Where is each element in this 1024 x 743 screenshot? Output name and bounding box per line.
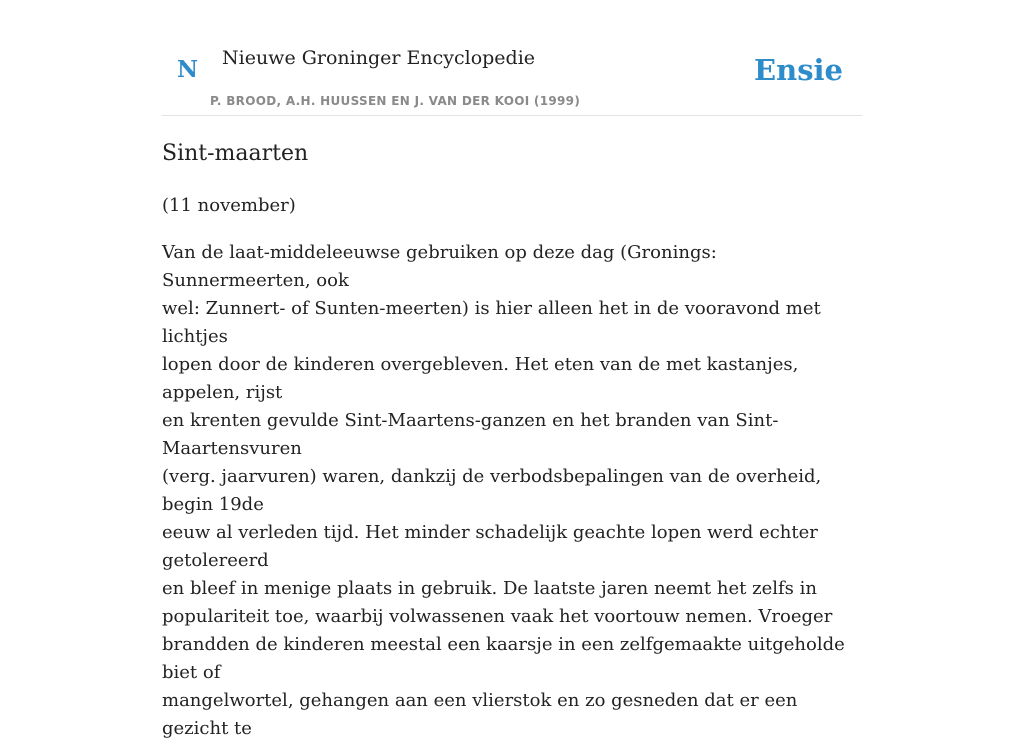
article-page — [162, 0, 862, 739]
body-line: (verg. jaarvuren) waren, dankzij de verbodsbepalingen van de overheid, begin 19de — [162, 466, 822, 515]
body-line: lopen door de kinderen overgebleven. Het eten van de met kastanjes, appelen, rijst — [162, 354, 799, 403]
body-line: eeuw al verleden tijd. Het minder schadelijk geachte lopen werd echter getolereerd — [162, 522, 818, 571]
body-line: brandden de kinderen meestal een kaarsje in een zelfgemaakte uitgeholde biet of — [162, 634, 845, 683]
source-logo[interactable]: N — [177, 56, 199, 83]
body-line: Van de laat-middeleeuwse gebruiken op deze dag (Gronings: Sunnermeerten, ook — [162, 242, 717, 291]
body-line: populariteit toe, waarbij volwassenen vaak het voortouw nemen. Vroeger — [162, 606, 833, 627]
body-line: mangelwortel, gehangen aan een vlierstok en zo gesneden dat er een gezicht te — [162, 690, 798, 739]
body-line: wel: Zunnert- of Sunten-meerten) is hier alleen het in de vooravond met lichtjes — [162, 298, 821, 347]
article-title: Sint-maarten — [162, 141, 309, 166]
ensie-logo-link[interactable]: Ensie — [754, 53, 843, 87]
article-date: (11 november) — [162, 195, 296, 216]
source-title-link[interactable]: Nieuwe Groninger Encyclopedie — [222, 47, 536, 69]
source-authors: P. BROOD, A.H. HUUSSEN EN J. VAN DER KOOI (1999) — [210, 94, 581, 108]
body-line: en bleef in menige plaats in gebruik. De laatste jaren neemt het zelfs in — [162, 578, 817, 599]
article-body — [162, 239, 862, 743]
body-line: en krenten gevulde Sint-Maartens-ganzen en het branden van Sint-Maartensvuren — [162, 410, 779, 459]
source-header — [162, 0, 862, 116]
